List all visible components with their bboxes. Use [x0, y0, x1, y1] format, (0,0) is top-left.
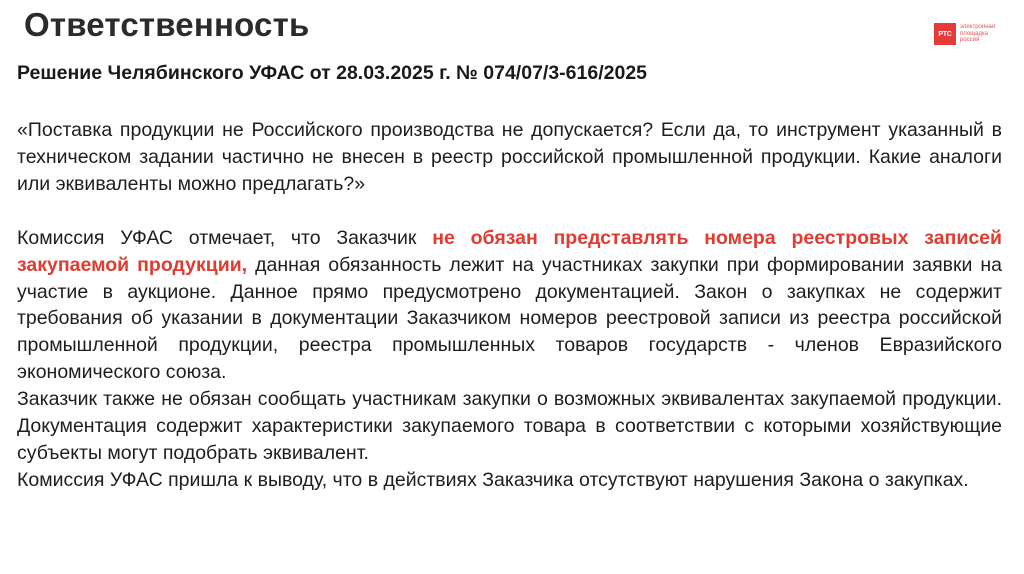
logo-text — [960, 24, 1004, 44]
logo-mark: РТС — [934, 23, 956, 45]
logo-text-line2: площадка — [960, 30, 989, 37]
equivalents-paragraph: Заказчик также не обязан сообщать участникам закупки о возможных эквивалентах закупаемой продукции. Документация содержит характеристики закупаемого товара в соответствии с которыми хозяйствующие субъекты могут подобрать эквивалент. — [17, 388, 1002, 464]
answer-intro: Комиссия УФАС отмечает, что Заказчик — [17, 226, 433, 249]
slide-title: Ответственность — [24, 6, 310, 43]
logo-text-line3: россия — [960, 37, 980, 44]
question-paragraph: «Поставка продукции не Российского производства не допускается? Если да, то инструмент указанный в техническом задании частично не внесен в реестр российской промышленной продукции. Какие аналоги или эквиваленты можно предлагать?» — [17, 119, 1002, 195]
paragraph-gap — [17, 198, 1002, 225]
answer-rest: данная обязанность лежит на участниках закупки при формировании заявки на участие в аукционе. Данное прямо предусмотрено документацией. Закон о закупках не содержит требования об указании в документации Заказчиком номеров реестровой записи из реестра российской промышленной продукции, реестра промышленных товаров государств - членов Евразийского экономического союза. — [17, 253, 1003, 384]
answer-paragraph — [17, 225, 1002, 386]
slide-content — [17, 117, 1002, 494]
logo-text-line1: электронная — [960, 24, 996, 31]
conclusion-paragraph: Комиссия УФАС пришла к выводу, что в действиях Заказчика отсутствуют нарушения Закона о закупках. — [17, 468, 969, 491]
rts-logo — [934, 23, 1004, 45]
decision-subtitle: Решение Челябинского УФАС от 28.03.2025 г. № 074/07/3-616/2025 — [17, 62, 648, 84]
answer-highlight: не обязан представлять номера реестровых записей закупаемой продукции, — [17, 226, 1002, 276]
